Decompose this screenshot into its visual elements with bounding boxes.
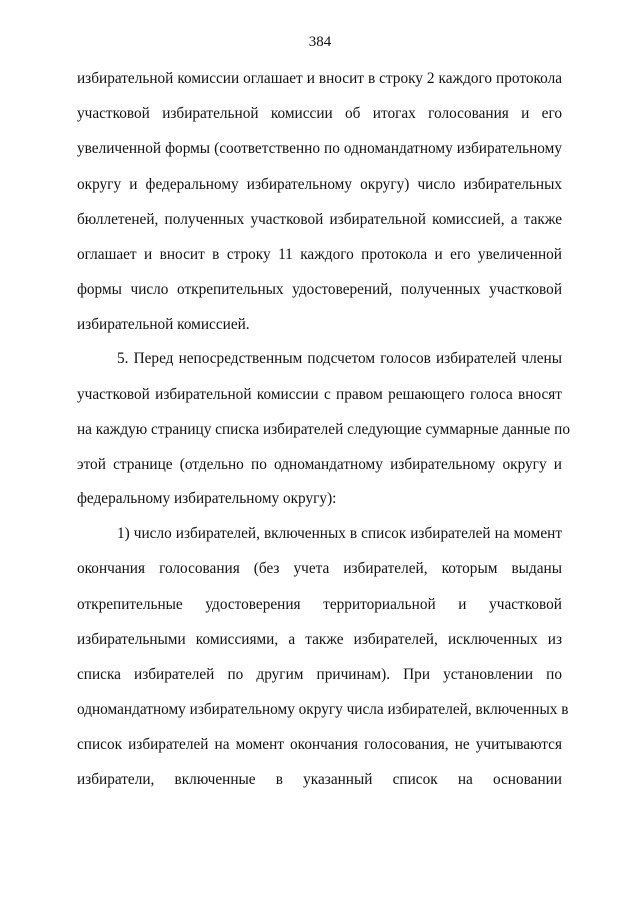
text-line: увеличенной формы (соответственно по одномандатному избирательному xyxy=(77,140,562,157)
text-line: избирательной комиссией. xyxy=(77,316,250,333)
list-item-start: 1) число избирателей, включенных в список избирателей на момент xyxy=(117,525,562,542)
text-line: списка избирателей по другим причинам). При установлении по xyxy=(77,666,562,683)
page-number: 384 xyxy=(308,34,332,50)
text-line: бюллетеней, полученных участковой избирательной комиссией, а также xyxy=(77,211,562,228)
text-line: избирательной комиссии оглашает и вносит в строку 2 каждого протокола xyxy=(77,70,562,87)
text-line: список избирателей на момент окончания голосования, не учитываются xyxy=(77,736,562,753)
text-line: формы число открепительных удостоверений, полученных участковой xyxy=(77,281,562,298)
text-line: избиратели, включенные в указанный список на основании xyxy=(77,771,562,788)
text-line: на каждую страницу списка избирателей следующие суммарные данные по xyxy=(77,421,571,438)
text-line: участковой избирательной комиссии с правом решающего голоса вносят xyxy=(77,386,562,403)
paragraph-start: 5. Перед непосредственным подсчетом голосов избирателей члены xyxy=(117,350,562,367)
text-line: участковой избирательной комиссии об итогах голосования и его xyxy=(77,105,562,122)
text-line: округу и федеральному избирательному округу) число избирательных xyxy=(77,176,562,193)
text-line: открепительные удостоверения территориальной и участковой xyxy=(77,596,562,613)
text-line: федеральному избирательному округу): xyxy=(77,490,337,507)
text-line: избирательными комиссиями, а также избирателей, исключенных из xyxy=(77,631,562,648)
text-line: этой странице (отдельно по одномандатному избирательному округу и xyxy=(77,456,562,473)
text-line: оглашает и вносит в строку 11 каждого протокола и его увеличенной xyxy=(77,246,562,263)
text-line: одномандатному избирательному округу числа избирателей, включенных в xyxy=(77,701,569,718)
text-line: окончания голосования (без учета избирателей, которым выданы xyxy=(77,560,562,577)
